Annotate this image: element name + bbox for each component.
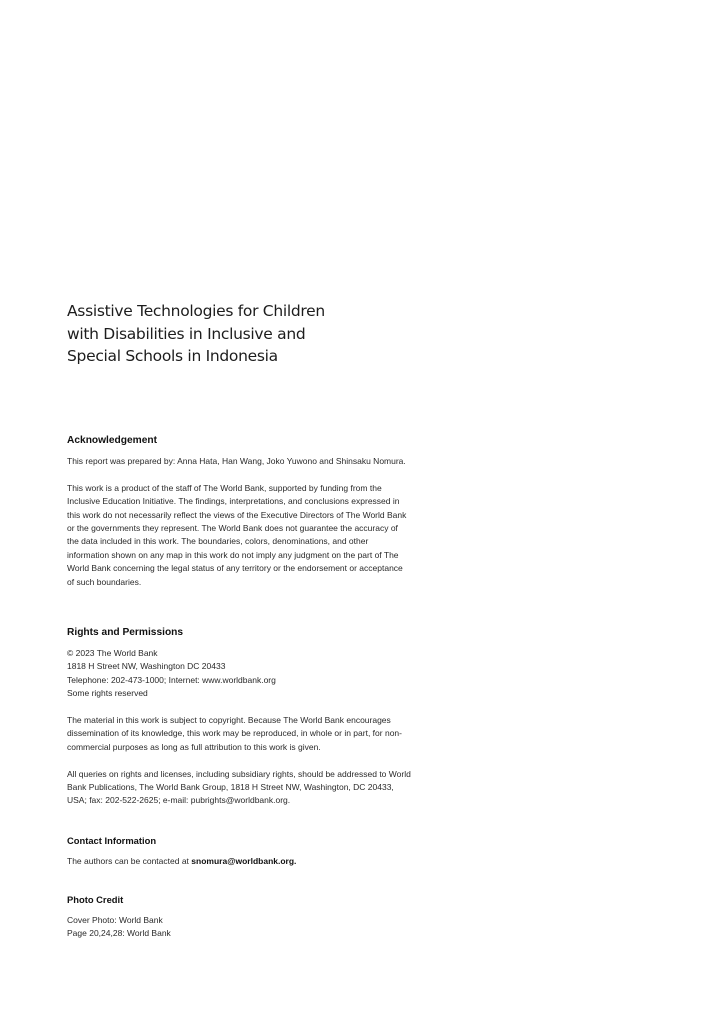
photo-credit-section — [67, 894, 412, 941]
acknowledgement-section — [67, 435, 412, 589]
rights-heading: Rights and Permissions — [67, 627, 184, 638]
contact-intro: The authors can be contacted at — [67, 856, 189, 866]
prepared-by-text: This report was prepared by: Anna Hata, Han Wang, Joko Yuwono and Shinsaku Nomura. — [67, 456, 406, 466]
publisher-address — [67, 647, 412, 701]
contact-text — [67, 855, 412, 868]
address-line: © 2023 The World Bank — [67, 648, 158, 658]
contact-section — [67, 835, 412, 868]
photo-credit-line: Page 20,24,28: World Bank — [67, 928, 171, 939]
disclaimer-text: This work is a product of the staff of The World Bank, supported by funding from the Inclusive Education Initiative. The findings, interpretations, and conclusions expressed in this work do not necessarily reflect the views of the Executive Directors of The World Bank or the governments they represent. The World Bank does not guarantee the accuracy of the data included in this work. The boundaries, colors, denominations, and other information shown on any map in this work do not imply any judgment on the part of The World Bank concerning the legal status of any territory or the endorsement or acceptance of such boundaries. — [67, 482, 407, 587]
title-line: Assistive Technologies for Children — [67, 302, 325, 320]
photo-credit-line: Cover Photo: World Bank — [67, 915, 163, 925]
queries-text: All queries on rights and licenses, including subsidiary rights, should be addressed to World Bank Publications, The World Bank Group, 1818 H Street NW, Washington, DC 20433, USA; fax: 202-522-2625; e-mail: pubrights@worldbank.org. — [67, 768, 411, 806]
photo-credit-heading: Photo Credit — [67, 894, 124, 905]
contact-heading: Contact Information — [67, 835, 157, 846]
copyright-text: The material in this work is subject to copyright. Because The World Bank encourages dissemination of its knowledge, this work may be reproduced, in whole or in part, for non-commercial purposes as long as full attribution to this work is given. — [67, 715, 402, 752]
title-line: with Disabilities in Inclusive and — [67, 324, 306, 343]
title-line: Special Schools in Indonesia — [67, 347, 278, 365]
contact-email[interactable]: snomura@worldbank.org. — [191, 856, 297, 866]
report-title — [67, 300, 407, 368]
address-line: Telephone: 202-473-1000; Internet: www.worldbank.org — [67, 674, 276, 685]
address-line: 1818 H Street NW, Washington DC 20433 — [67, 661, 226, 672]
rights-section — [67, 627, 412, 808]
acknowledgement-heading: Acknowledgement — [67, 435, 158, 446]
address-line: Some rights reserved — [67, 688, 148, 699]
photo-credit-list — [67, 914, 412, 941]
